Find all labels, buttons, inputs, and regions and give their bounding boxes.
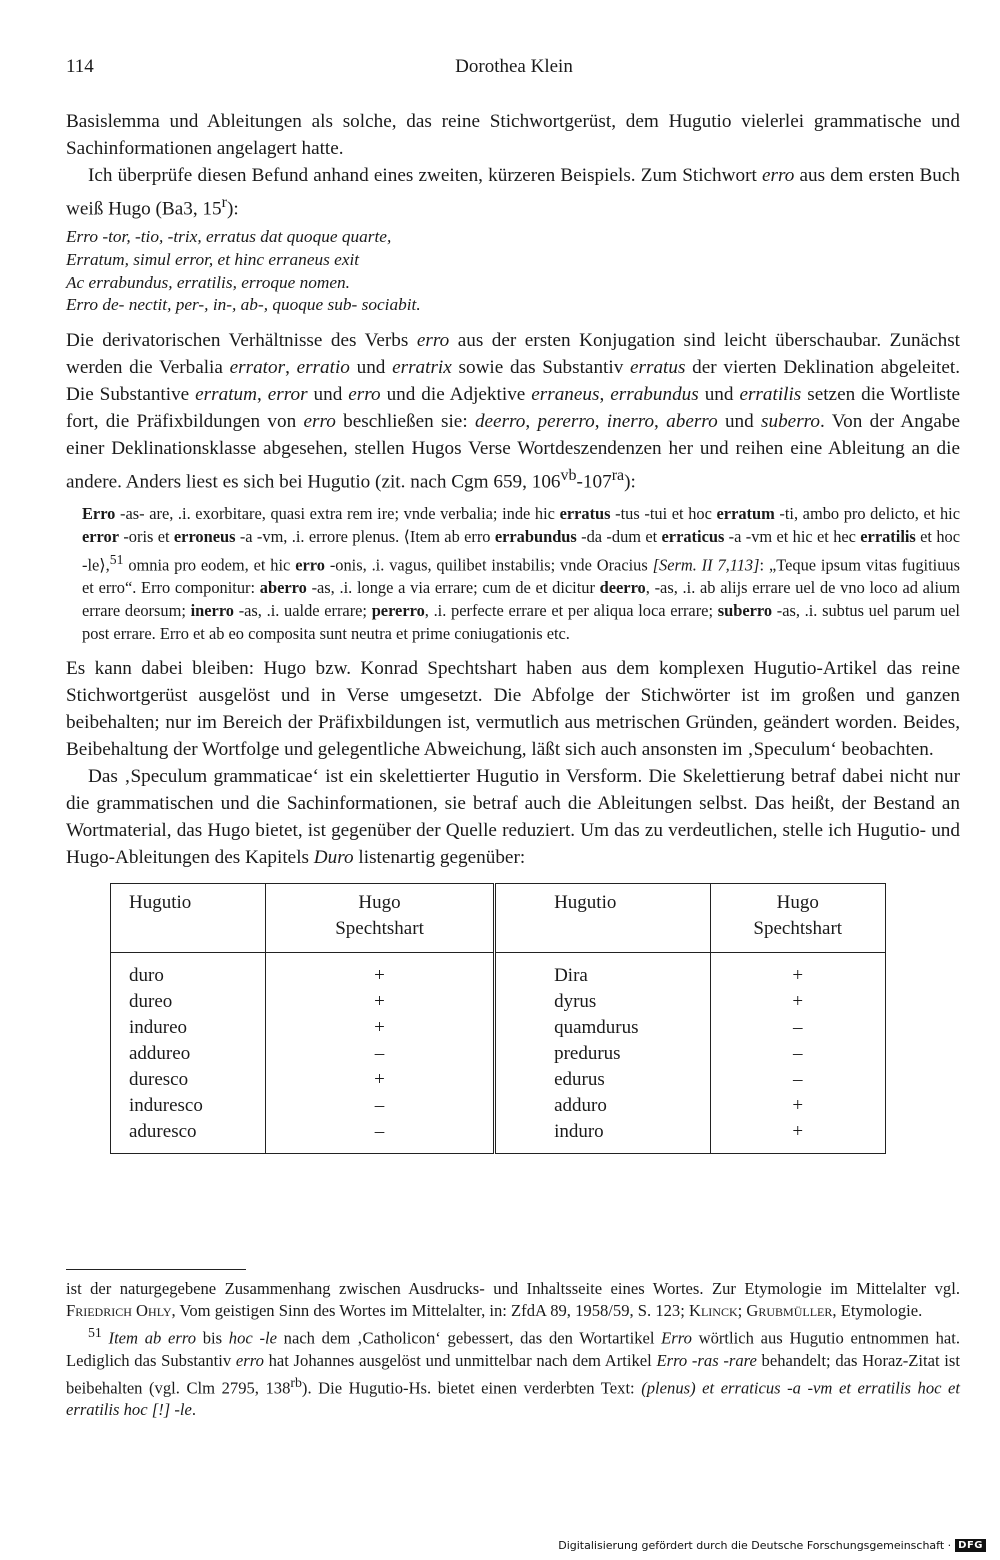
text-run: , -as, .i. ab alijs errare uel de vno loco ad alium errare deorsum;: [82, 578, 960, 620]
text-run-italic: erro: [416, 329, 450, 351]
text-run: und die Adjektive: [380, 383, 532, 405]
table-row: [111, 1067, 886, 1093]
text-run: ,: [525, 410, 538, 432]
table-row: [111, 989, 886, 1015]
table-cell: Dira: [554, 965, 588, 987]
text-run: sowie das Substantiv: [451, 356, 630, 378]
page-number: 114: [66, 56, 94, 77]
text-run-italic: suberro: [761, 410, 821, 432]
credit-text: Digitalisierung gefördert durch die Deutsche Forschungsgemeinschaft ·: [558, 1539, 952, 1552]
text-run: ,: [599, 383, 611, 405]
text-run-bold: erratum: [716, 504, 775, 524]
table-cell: edurus: [554, 1069, 605, 1091]
table-row: [111, 953, 886, 990]
text-run: wörtlich aus Hugutio entnommen hat. Lediglich das Substantiv: [66, 1328, 961, 1370]
text-run: ist der naturgegebene Zusammenhang zwischen Ausdrucks- und Inhaltsseite eines Wortes. Zur Etymologie im Mittelalter vgl.: [66, 1279, 960, 1298]
text-run-italic: erratus: [630, 356, 686, 378]
text-run-italic: erratilis: [739, 383, 802, 405]
paragraph-2: [66, 162, 960, 222]
table-row: [111, 1093, 886, 1119]
running-header: [66, 56, 962, 84]
table-cell: adduro: [554, 1095, 607, 1117]
table-cell: +: [266, 1067, 495, 1093]
column-header: [710, 884, 886, 953]
text-run-bold: erro: [295, 555, 325, 575]
main-text: [66, 108, 960, 1154]
text-run: ,: [594, 410, 607, 432]
text-run-bold: erraticus: [661, 526, 725, 546]
digitization-credit: [558, 1539, 986, 1552]
footnotes: [66, 1278, 960, 1421]
text-run: nach dem ‚Catholicon‘ gebessert, das den Wortartikel: [276, 1328, 662, 1348]
running-head-author: Dorothea Klein: [455, 56, 573, 77]
text-run-italic: deerro: [474, 410, 526, 432]
column-header: [111, 884, 266, 953]
text-run: .: [191, 1400, 196, 1420]
text-run: setzen die Wortliste fort, die Präfixbildungen von: [66, 383, 961, 432]
table-cell: +: [266, 1015, 495, 1041]
text-run: beschließen sie:: [335, 410, 475, 432]
dfg-logo: DFG: [955, 1539, 986, 1552]
text-run: behandelt; das Horaz-Zitat ist beibehalten (vgl. Clm 2795, 138: [66, 1350, 960, 1398]
table-row: [111, 1041, 886, 1067]
table-cell: –: [266, 1119, 495, 1154]
text-run-italic: pererro: [537, 410, 595, 432]
footnote-51: [66, 1322, 960, 1421]
text-run: [102, 1329, 109, 1348]
text-run-italic: erro: [761, 165, 795, 186]
superscript: r: [221, 194, 227, 211]
text-run: bis: [196, 1328, 229, 1348]
verse-line: Erratum, simul error, et hinc erraneus exit: [66, 249, 360, 269]
paragraph-5: [66, 763, 960, 871]
text-run-italic: erro: [235, 1350, 264, 1370]
text-run: und: [307, 383, 349, 405]
column-header: [266, 884, 495, 953]
text-run: Das ‚Speculum grammaticae‘ ist ein skelettierter Hugutio in Versform. Die Skelettierung betraf dabei nicht nur die grammatischen und die Sachinformationen, sie betraf auch die Ableitungen selbst. Das heißt, der Bestand an Wortmaterial, das Hugo bietet, ist gegenüber der Quelle reduziert. Um das zu verdeutlichen, stelle ich Hugutio- und Hugo-Ableitungen des Kapitels: [66, 766, 960, 869]
text-run: aus dem ersten Buch weiß Hugo (Ba3, 15: [66, 165, 960, 220]
text-run-bold: aberro: [259, 578, 307, 598]
text-run: -a -vm, .i. errore plenus. ⟨Item ab erro: [235, 526, 495, 546]
text-run: -107: [576, 471, 612, 493]
text-run: omnia pro eodem, et hic: [123, 555, 296, 575]
column-header-text: Hugo Spechtshart: [335, 892, 424, 940]
text-run-italic: aberro: [666, 410, 718, 432]
text-run: -as, .i. longe a via errare; cum de et dicitur: [306, 578, 600, 598]
text-run: -ti, ambo pro delicto, et hic: [774, 504, 960, 524]
text-run-italic: erratrix: [392, 356, 452, 378]
table-cell: aduresco: [129, 1121, 197, 1143]
column-header: [495, 884, 710, 953]
verse-quotation: [66, 226, 960, 316]
text-run: ). Die Hugutio-Hs. bietet einen verderbten Text:: [301, 1378, 642, 1398]
table-cell: –: [710, 1015, 886, 1041]
text-run-italic: erro: [303, 410, 336, 432]
text-run: Klinck: [688, 1301, 738, 1320]
table-cell: +: [710, 953, 886, 990]
table-cell: predurus: [554, 1043, 621, 1065]
hugutio-quotation: [82, 503, 960, 645]
table-cell: +: [266, 989, 495, 1015]
table-cell: +: [266, 953, 495, 990]
text-run-italic: Duro: [313, 847, 354, 869]
table-cell: +: [710, 1119, 886, 1154]
table-cell: duresco: [129, 1069, 189, 1091]
text-run-italic: Erro -ras -rare: [656, 1350, 757, 1370]
text-run: ,: [654, 410, 667, 432]
text-run-italic: (plenus) et erraticus -a -vm et erratilis hoc et erratilis hoc [!] -le: [66, 1378, 961, 1420]
text-run-bold: erroneus: [173, 526, 236, 546]
column-header-text: Hugutio: [129, 892, 192, 914]
text-run: Die derivatorischen Verhältnisse des Verbs: [66, 329, 417, 351]
table-cell: quamdurus: [554, 1017, 639, 1039]
text-run-italic: Item ab erro: [108, 1328, 196, 1348]
text-run-italic: inerro: [606, 410, 655, 432]
text-run-italic: Erro: [661, 1328, 692, 1348]
column-header-text: Hugo Spechtshart: [753, 892, 843, 940]
text-run-italic: erro: [348, 383, 381, 405]
text-run: ):: [226, 198, 239, 220]
text-run: , .i. perfecte errare et per aliqua loca errare;: [424, 600, 718, 620]
table-cell: induro: [554, 1121, 604, 1143]
text-run: . Von der Angabe einer Deklinationsklasse abgesehen, stellen Hugos Verse Wortdeszendenzen her und reihen eine Ableitung an die andere. Anders liest es sich bei Hugutio (zit. nach Cgm 659, 106: [66, 410, 961, 493]
text-run-italic: errator: [229, 356, 286, 378]
text-run-italic: errabundus: [610, 383, 699, 405]
text-run-bold: erratilis: [860, 526, 916, 546]
verse-line: Erro de- nectit, per-, in-, ab-, quoque sub- sociabit.: [66, 295, 421, 315]
text-run: , Vom geistigen Sinn des Wortes im Mittelalter, in: ZfdA 89, 1958/59, S. 123;: [171, 1301, 689, 1320]
table-cell: addureo: [129, 1043, 191, 1065]
text-run-bold: error: [82, 526, 119, 546]
table-cell: duro: [129, 965, 164, 987]
text-run: hat Johannes ausgelöst und unmittelbar nach dem Artikel: [263, 1350, 657, 1370]
table-header-row: [111, 884, 886, 953]
text-run: ,: [285, 356, 297, 378]
verse-line: Ac errabundus, erratilis, erroque nomen.: [66, 272, 350, 292]
text-run-bold: inerro: [190, 600, 234, 620]
text-run: -as, .i. ualde errare;: [234, 600, 372, 620]
text-run: -da -dum et: [576, 526, 662, 546]
text-run: und: [698, 383, 740, 405]
text-run-italic: erratum: [195, 383, 257, 405]
text-run-bold: suberro: [717, 600, 773, 620]
text-run: der vierten Deklination abgeleitet. Die Substantive: [66, 356, 961, 405]
text-run: -as, .i. subtus uel parum uel post errare. Erro et ab eo composita sunt neutra et prime coniugationis etc.: [82, 600, 960, 643]
text-run: et hoc -le⟩,: [82, 526, 960, 575]
column-header-text: Hugutio: [554, 892, 617, 914]
text-run: aus der ersten Konjugation sind leicht überschaubar. Zunächst werden die Verbalia: [66, 329, 960, 378]
table-cell: induresco: [129, 1095, 203, 1117]
text-run: , Etymologie.: [832, 1301, 923, 1320]
superscript: 51: [109, 551, 124, 567]
text-run: -onis, .i. vagus, quilibet instabilis; vnde Oracius: [324, 555, 653, 575]
table-cell: –: [266, 1093, 495, 1119]
table-cell: –: [266, 1041, 495, 1067]
text-run: : „Teque ipsum vitas fugitiuus et erro“. Erro componitur:: [82, 555, 960, 598]
table-cell: dyrus: [554, 991, 597, 1013]
text-run: -tus -tui et hoc: [610, 504, 717, 524]
text-run: und: [349, 356, 393, 378]
text-run-bold: errabundus: [494, 526, 577, 546]
superscript: vb: [560, 466, 577, 484]
paragraph-4: Es kann dabei bleiben: Hugo bzw. Konrad Spechtshart haben aus dem komplexen Hugutio-Artikel das reine Stichwortgerüst ausgelöst und in Verse umgesetzt. Die Abfolge der Stichwörter ist im großen und ganzen beibehalten; nur im Bereich der Präfixbildungen ist, vermutlich aus metrischen Gründen, geändert worden. Beides, Beibehaltung der Wortfolge und gelegentliche Abweichung, läßt sich auch ansonsten im ‚Speculum‘ beobachten.: [66, 658, 960, 761]
text-run-italic: erratio: [296, 356, 350, 378]
paragraph-1: Basislemma und Ableitungen als solche, das reine Stichwortgerüst, dem Hugutio vielerlei grammatische und Sachinformationen angelagert hatte.: [66, 111, 960, 159]
table-cell: –: [710, 1041, 886, 1067]
table-row: [111, 1015, 886, 1041]
text-run: und: [717, 410, 762, 432]
verse-line: Erro -tor, -tio, -trix, erratus dat quoque quarte,: [66, 227, 392, 247]
text-run-italic: erraneus: [531, 383, 600, 405]
superscript: 51: [88, 1325, 102, 1340]
text-run: listenartig gegenüber:: [353, 847, 526, 869]
text-run: -as- are, .i. exorbitare, quasi extra rem ire; vnde verbalia; inde hic: [115, 504, 560, 524]
derivation-table: [110, 883, 886, 1154]
text-run: Ich überprüfe diesen Befund anhand eines zweiten, kürzeren Beispiels. Zum Stichwort: [88, 165, 762, 186]
superscript: rb: [290, 1374, 302, 1390]
table-cell: –: [710, 1067, 886, 1093]
text-run-bold: Erro: [82, 504, 116, 524]
footnote-continuation: [66, 1278, 960, 1322]
footnote-rule: [66, 1269, 246, 1270]
text-run: Grubmüller: [746, 1301, 833, 1320]
table-cell: +: [710, 989, 886, 1015]
text-run-bold: erratus: [559, 504, 611, 524]
text-run-italic: [Serm. II 7,113]: [652, 555, 760, 575]
text-run-italic: error: [267, 383, 308, 405]
superscript: ra: [611, 466, 625, 484]
text-run-bold: deerro: [599, 578, 646, 598]
text-run: ):: [624, 471, 636, 493]
text-run: ;: [737, 1301, 747, 1320]
table-cell: +: [710, 1093, 886, 1119]
text-run-bold: pererro: [371, 600, 425, 620]
table-row: [111, 1119, 886, 1154]
paragraph-3: [66, 327, 960, 495]
text-run: ,: [256, 383, 268, 405]
text-run-italic: hoc -le: [228, 1328, 277, 1348]
table-cell: dureo: [129, 991, 173, 1013]
text-run: -a -vm et hic et hec: [724, 526, 861, 546]
text-run: -oris et: [119, 526, 174, 546]
table-cell: indureo: [129, 1017, 188, 1039]
text-run: Friedrich Ohly: [66, 1301, 172, 1320]
